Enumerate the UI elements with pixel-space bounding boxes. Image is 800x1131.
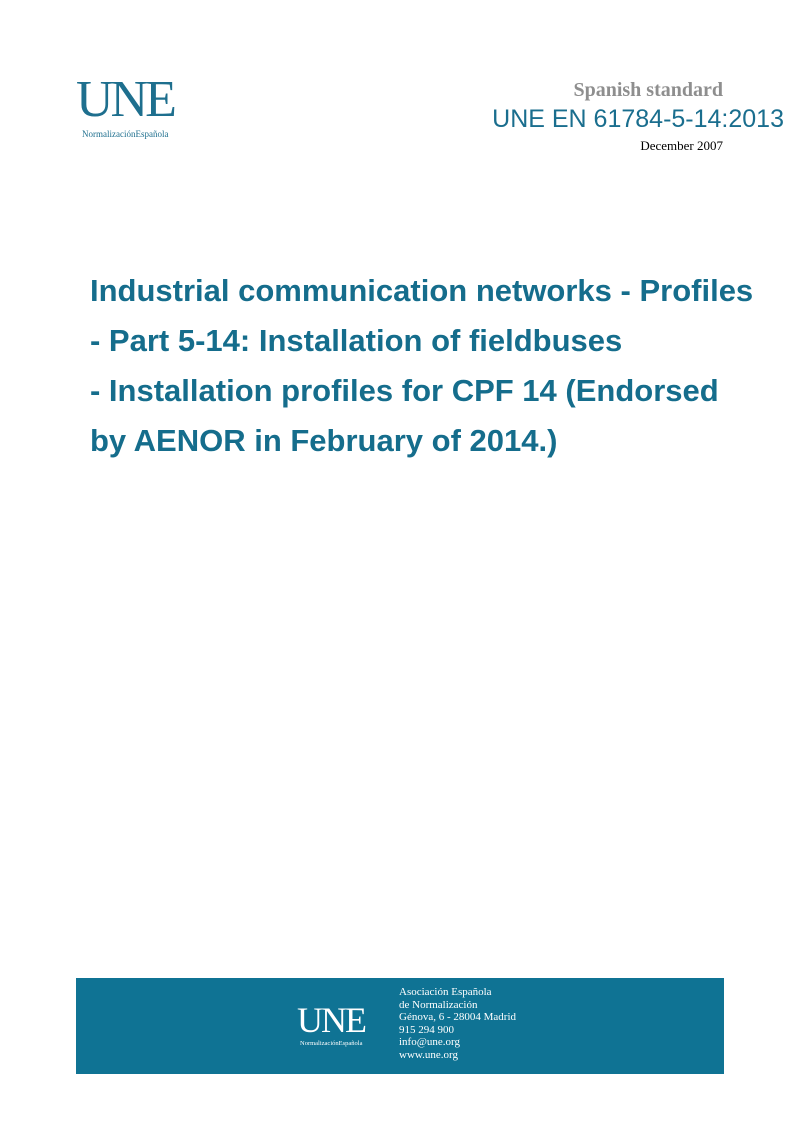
une-logo-tagline	[82, 129, 196, 139]
logo-tagline-part2: Española	[135, 129, 169, 139]
standard-kind: Spanish standard	[573, 79, 723, 101]
title-line: Industrial communication networks - Profiles	[90, 273, 754, 308]
standard-code: UNE EN 61784-5-14:2013	[492, 105, 784, 133]
document-title	[90, 266, 754, 466]
website-url: www.une.org	[399, 1048, 458, 1061]
footer-logo-wordmark: UNE	[297, 1000, 365, 1040]
footer-une-logo	[297, 1002, 397, 1047]
footer-address	[399, 986, 516, 1062]
une-logo-wordmark: UNE	[76, 71, 174, 128]
phone-number: 915 294 900	[399, 1023, 454, 1036]
address-line: Génova, 6 - 28004 Madrid	[399, 1011, 517, 1024]
address-line: de Normalización	[399, 998, 478, 1011]
footer-logo-tagline	[300, 1040, 397, 1047]
standard-header	[380, 76, 800, 156]
footer-band	[76, 978, 724, 1074]
title-line: by AENOR in February of 2014.)	[90, 423, 558, 458]
une-logo	[76, 71, 196, 144]
standard-date: December 2007	[640, 138, 723, 153]
logo-tagline-part1: Normalización	[82, 129, 136, 139]
footer-tagline-part1: Normalización	[300, 1040, 339, 1047]
title-line: - Part 5-14: Installation of fieldbuses	[90, 323, 623, 358]
footer-tagline-part2: Española	[338, 1040, 363, 1047]
email-address: info@une.org	[399, 1036, 460, 1049]
address-line: Asociación Española	[399, 986, 492, 998]
title-line: - Installation profiles for CPF 14 (Endorsed	[90, 373, 719, 408]
